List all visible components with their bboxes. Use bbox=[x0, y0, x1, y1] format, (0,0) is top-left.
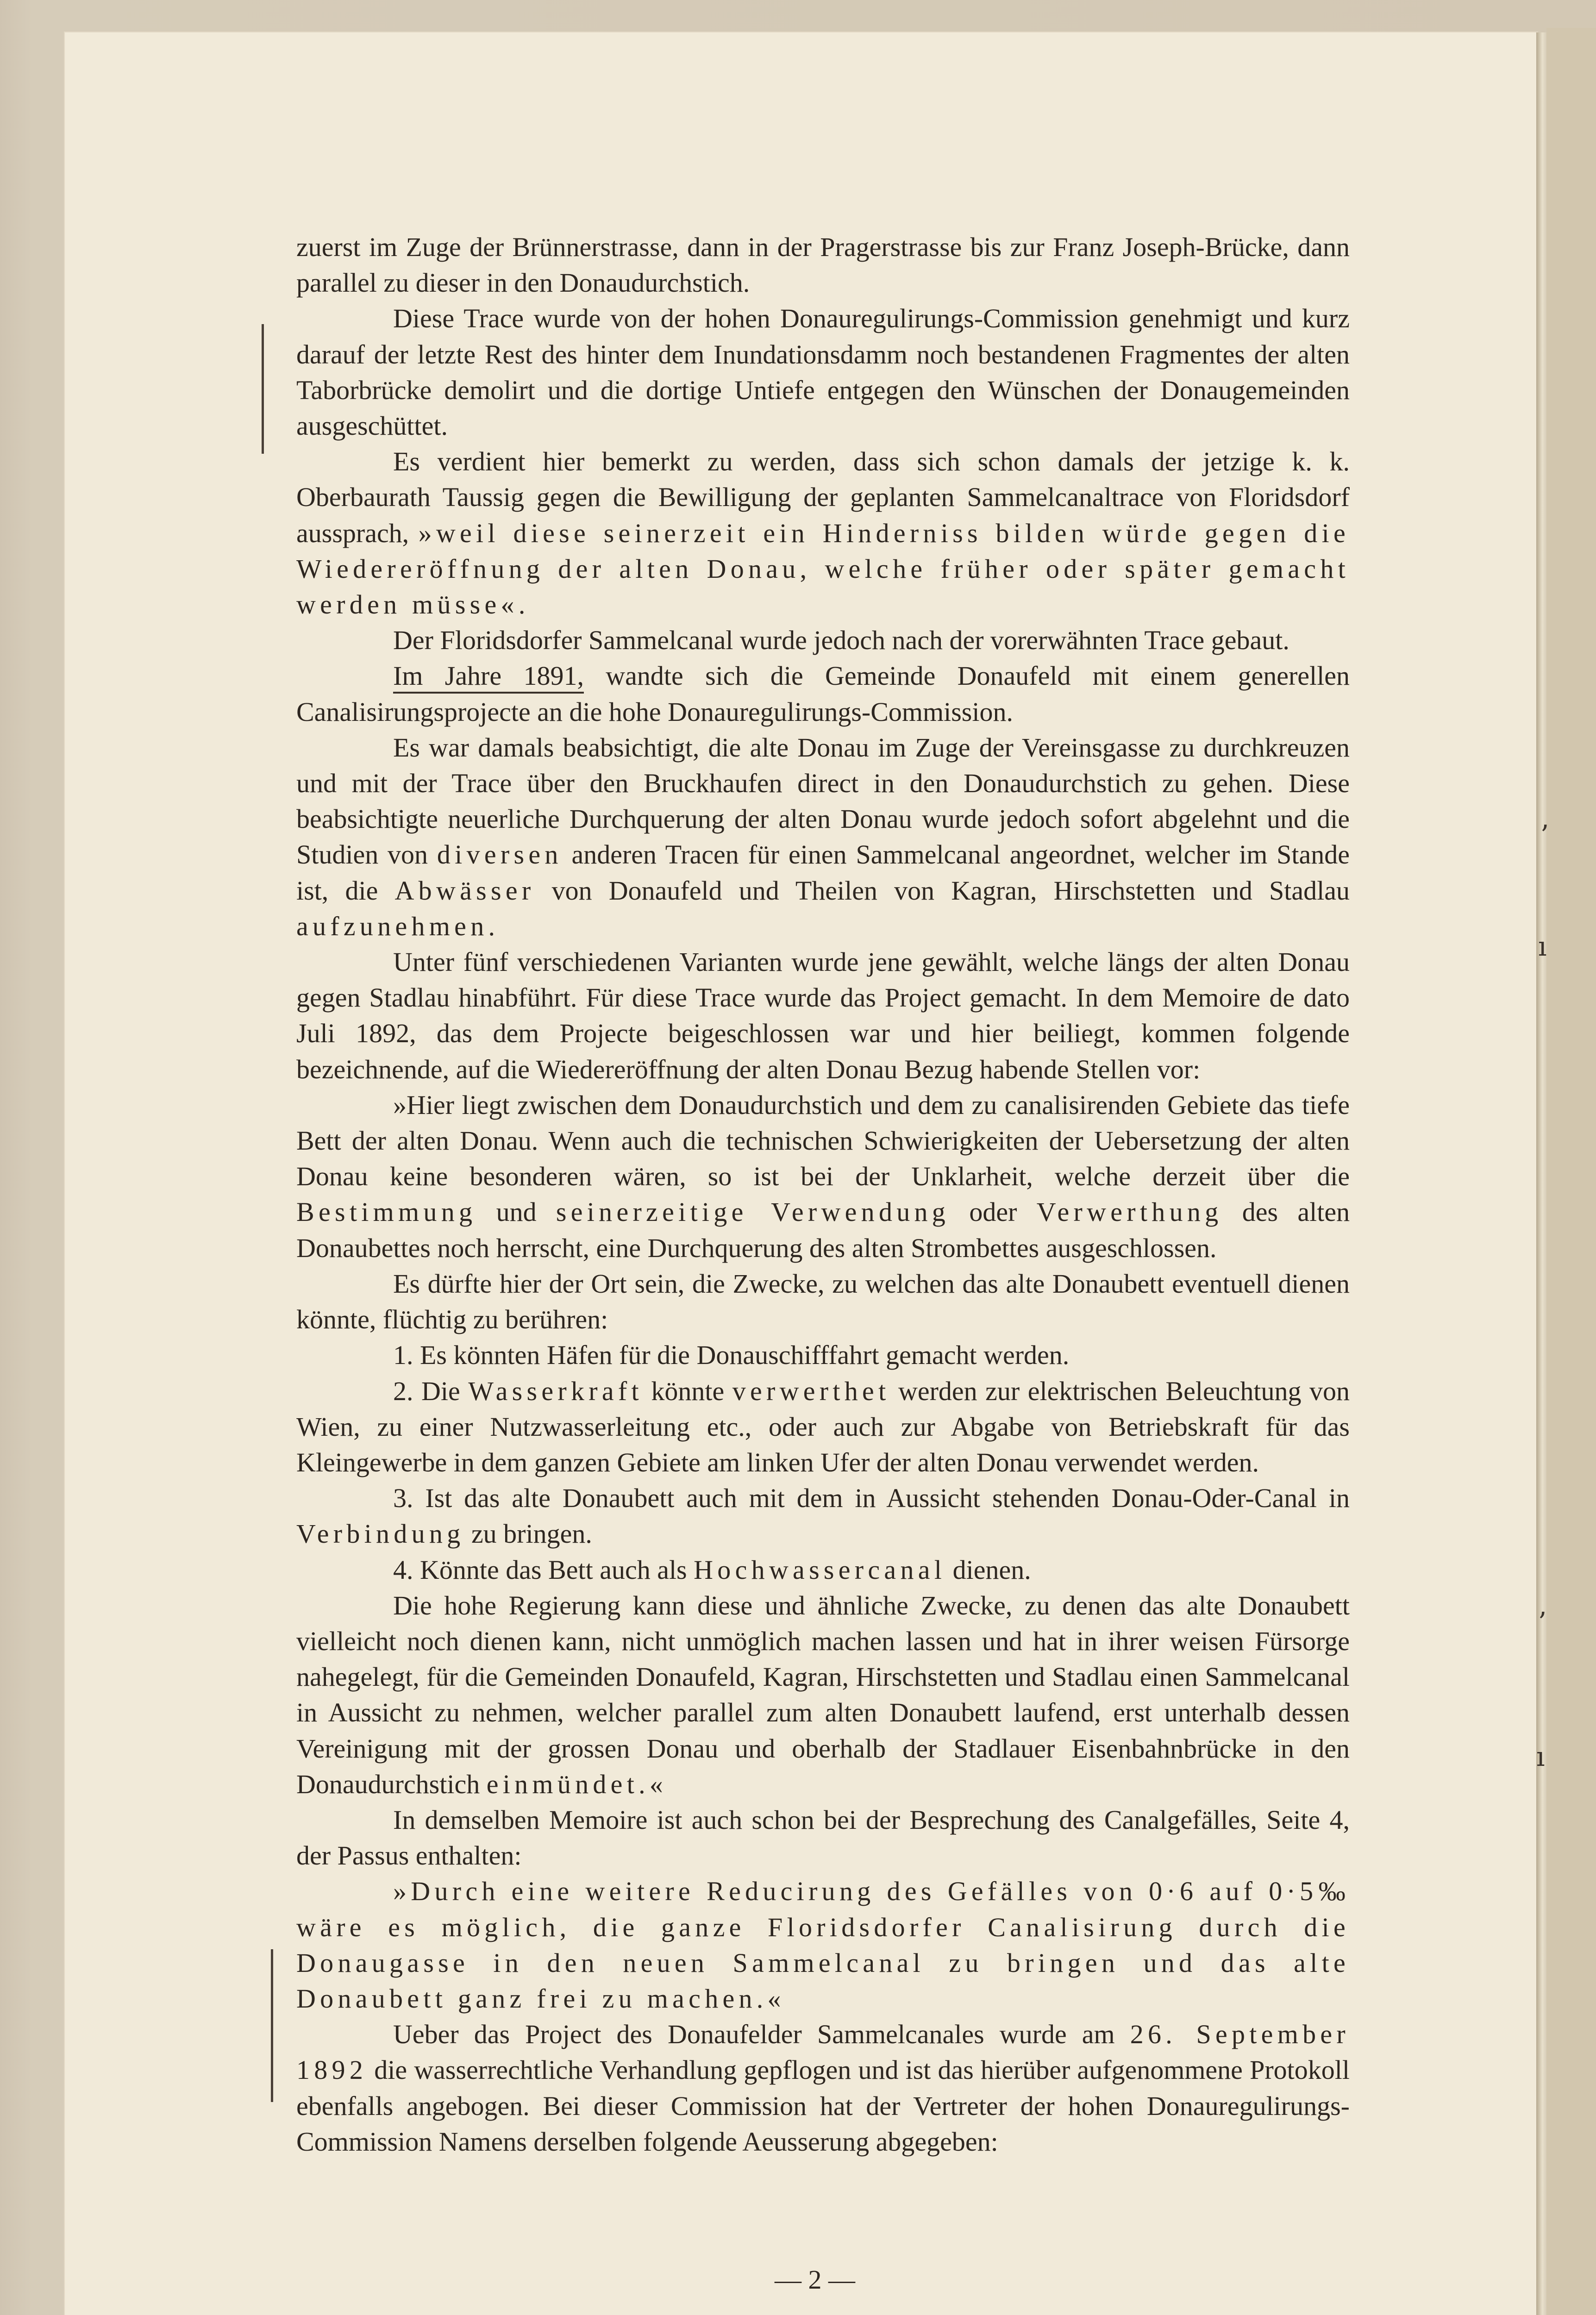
list-item bbox=[296, 1480, 1350, 1552]
paragraph bbox=[296, 2016, 1350, 2159]
margin-pencil-mark bbox=[262, 324, 264, 454]
spaced-word: verwerthet bbox=[732, 1376, 890, 1406]
text-run: 2. Die bbox=[393, 1376, 460, 1406]
text-run: Die hohe Regierung kann diese und ähnliche Zwecke, zu denen das alte Donaubett vielleicht noch dienen kann, nicht unmöglich machen lassen und hat in ihrer weisen Fürsorge nahegelegt, für die Gemeinden Donaufeld, Kagran, Hirschstetten und Stadlau einen Sammelcanal in Aussicht zu nehmen, welcher parallel zum alten Donaubett laufend, erst unterhalb dessen Vereinigung mit der grossen Donau und oberhalb der Stadlauer Eisenbahnbrücke in den Donaudurchstich bbox=[296, 1590, 1350, 1799]
page-number: — 2 — bbox=[775, 2265, 855, 2295]
paragraph: Unter fünf verschiedenen Varianten wurde jene gewählt, welche längs der alten Donau gegen Stadlau hinabführt. Für diese Trace wurde das Project gemacht. In dem Memoire de dato Juli 1892, das dem Projecte beigeschlossen war und hier beiliegt, kommen folgende bezeichnende, auf die Wiedereröffnung der alten Donau Bezug habende Stellen vor: bbox=[296, 947, 1350, 1084]
text-run: von Donaufeld und Theilen von Kagran, Hirschstetten und Stadlau bbox=[551, 875, 1350, 906]
text-run: werden zur elektrischen Beleuchtung von Wien, zu einer Nutzwasserleitung etc., oder auch zur Abgabe von Betriebskraft für das Kleingewerbe in dem ganzen Gebiete am linken Ufer der alten Donau verwendet werden. bbox=[296, 1376, 1350, 1477]
text-run: Ueber das Project des Donaufelder Sammelcanales wurde am bbox=[393, 2019, 1115, 2050]
spaced-quotation: »Durch eine weitere Reducirung des Gefälles von 0·6 auf 0·5‰ wäre es möglich, die ganze Floridsdorfer Canalisirung durch die Donaugasse in den neuen Sammelcanal zu bringen und das alte Donaubett ganz frei zu machen.« bbox=[296, 1876, 1350, 2014]
paragraph bbox=[296, 1087, 1350, 1266]
spaced-date: 26. September 1892 bbox=[296, 2019, 1350, 2085]
text-run: dienen. bbox=[952, 1554, 1031, 1585]
paragraph: Diese Trace wurde von der hohen Donauregulirungs-Commission genehmigt und kurz darauf der letzte Rest des hinter dem Inundationsdamm noch bestandenen Fragmentes der alten Taborbrücke demolirt und die dortige Untiefe entgegen den Wünschen der Donaugemeinden ausgeschüttet. bbox=[296, 303, 1350, 441]
margin-pencil-mark bbox=[271, 1949, 273, 2102]
edge-ink-mark: ʼ bbox=[1540, 820, 1548, 851]
paragraph bbox=[296, 444, 1350, 622]
underlined-date: Im Jahre 1891, bbox=[393, 661, 584, 694]
list-item: 1. Es könnten Häfen für die Donauschifffahrt gemacht werden. bbox=[393, 1340, 1070, 1370]
text-run: »Hier liegt zwischen dem Donaudurchstich und dem zu canalisirenden Gebiete das tiefe Bett der alten Donau. Wenn auch die technischen Schwierigkeiten der Uebersetzung der alten Donau keine besonderen wären, so ist bei der Unklarheit, welche derzeit über die bbox=[296, 1089, 1350, 1192]
spaced-word: einmündet.« bbox=[486, 1769, 668, 1799]
text-run: Es war damals beabsichtigt, die alte Donau im Zuge der Vereinsgasse zu durchkreuzen und mit der Trace über den Bruckhaufen direct in den Donaudurchstich zu gehen. Diese beabsichtigte neuerliche Durchquerung der alten Donau wurde jedoch sofort abgelehnt und die Studien von bbox=[296, 732, 1350, 870]
paragraph bbox=[296, 730, 1350, 944]
adjacent-page-strip bbox=[1546, 28, 1596, 2315]
spaced-word: aufzunehmen. bbox=[296, 911, 500, 941]
text-run: und bbox=[496, 1197, 537, 1227]
paragraph bbox=[296, 658, 1350, 729]
text-run: des alten Donaubettes noch herrscht, eine Durchquerung des alten Strombettes ausgeschlossen. bbox=[296, 1197, 1350, 1263]
edge-ink-mark: ı bbox=[1538, 931, 1547, 962]
spaced-word: diversen bbox=[437, 839, 563, 870]
paragraph: zuerst im Zuge der Brünnerstrasse, dann in der Pragerstrasse bis zur Franz Joseph-Brücke, dann parallel zu dieser in den Donaudurchstich. bbox=[296, 232, 1350, 298]
text-run: zu bringen. bbox=[471, 1519, 592, 1549]
paragraph bbox=[296, 1588, 1350, 1802]
text-run: könnte bbox=[651, 1376, 725, 1406]
edge-ink-mark: ʼ bbox=[1537, 1607, 1546, 1638]
list-item bbox=[296, 1373, 1350, 1481]
text-run: 3. Ist das alte Donaubett auch mit dem in Aussicht stehenden Donau-Oder-Canal in bbox=[393, 1483, 1350, 1514]
spaced-word: Wasserkraft bbox=[468, 1376, 643, 1406]
spaced-word: Abwässer bbox=[394, 875, 535, 906]
text-run: anderen Tracen für einen Sammelcanal angeordnet, welcher im Stande ist, die bbox=[296, 839, 1350, 906]
spaced-word: Verbindung bbox=[296, 1519, 465, 1549]
spaced-word: Hochwassercanal bbox=[694, 1554, 946, 1585]
spaced-word: Verwerthung bbox=[1036, 1197, 1223, 1227]
spaced-word: seinerzeitige Verwendung bbox=[556, 1197, 950, 1227]
paragraph: Der Floridsdorfer Sammelcanal wurde jedoch nach der vorerwähnten Trace gebaut. bbox=[393, 625, 1289, 656]
spaced-quotation: »weil diese seinerzeit ein Hinderniss bilden würde gegen die Wiedereröffnung der alten Donau, welche früher oder später gemacht werden müsse«. bbox=[296, 518, 1350, 620]
text-run: die wasserrechtliche Verhandlung gepflogen und ist das hierüber aufgenommene Protokoll ebenfalls angebogen. Bei dieser Commission hat der Vertreter der hohen Donauregulirungs-Commission Namens derselben folgende Aeusserung abgegeben: bbox=[296, 2055, 1350, 2157]
edge-ink-mark: ı bbox=[1536, 1741, 1545, 1772]
spaced-word: Bestimmung bbox=[296, 1197, 477, 1227]
list-item bbox=[296, 1552, 1350, 1588]
text-run: oder bbox=[969, 1197, 1017, 1227]
paragraph: In demselben Memoire ist auch schon bei der Besprechung des Canalgefälles, Seite 4, der Passus enthalten: bbox=[296, 1804, 1350, 1871]
text-run: Es verdient hier bemerkt zu werden, dass sich schon damals der jetzige k. k. Oberbaurath Taussig gegen die Bewilligung der geplanten Sammelcanaltrace von Floridsdorf aussprach, bbox=[296, 446, 1350, 548]
body-text bbox=[296, 229, 1350, 2159]
text-run: 4. Könnte das Bett auch als bbox=[393, 1554, 687, 1585]
page-edge-shadow bbox=[1536, 32, 1546, 2315]
text-run: wandte sich die Gemeinde Donaufeld mit einem generellen Canalisirungsprojecte an die hohe Donauregulirungs-Commission. bbox=[296, 661, 1350, 727]
paragraph: Es dürfte hier der Ort sein, die Zwecke, zu welchen das alte Donaubett eventuell dienen könnte, flüchtig zu berühren: bbox=[296, 1268, 1350, 1335]
